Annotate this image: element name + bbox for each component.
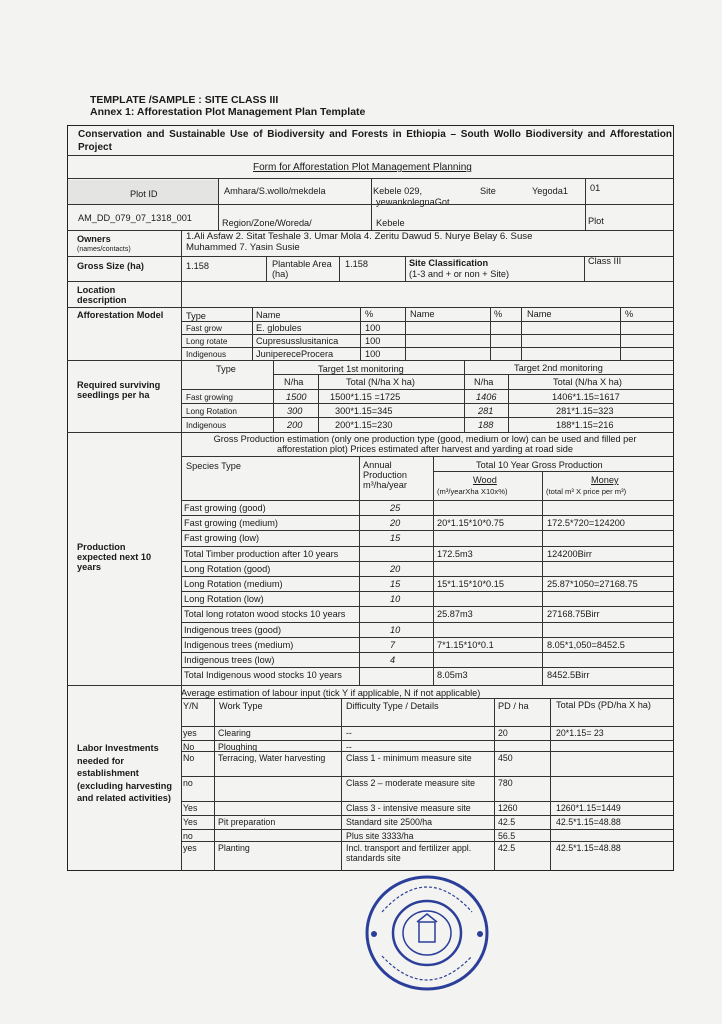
- seedling-row-t1: 1500*1.15 =1725: [330, 392, 401, 402]
- wood-unit: (m³/yearXha X10x%): [437, 487, 508, 496]
- production-row-name: Fast growing (low): [184, 533, 260, 543]
- production-row-wood: 8.05m3: [437, 670, 468, 680]
- model-row-name: Cupresusslusitanica: [256, 336, 339, 346]
- annual-production-header: Annual Production m³/ha/year: [363, 460, 407, 490]
- plot-id-label: Plot ID: [130, 189, 158, 199]
- model-row-name: JunipereceProcera: [256, 349, 334, 359]
- production-row-annual: 10: [390, 625, 401, 635]
- labor-row-pd: 20: [498, 728, 508, 738]
- seedling-row-n1: 300: [287, 406, 303, 416]
- production-label: Production expected next 10 years: [77, 542, 152, 572]
- labor-row-difficulty: Plus site 3333/ha: [346, 831, 414, 841]
- labor-header-work: Work Type: [219, 701, 263, 711]
- production-row-wood: 7*1.15*10*0.1: [437, 640, 494, 650]
- model-row-pct: 100: [365, 323, 381, 333]
- production-row-annual: 15: [390, 533, 401, 543]
- production-note: Gross Production estimation (only one production type (good, medium or low) can be used and filled per afforestation plot) Prices estimated after harvest and yarding at road side: [213, 434, 637, 454]
- form-title: Form for Afforestation Plot Management Planning: [253, 162, 472, 173]
- model-row-type: Fast grow: [186, 324, 222, 333]
- labor-row-yn: No: [183, 742, 195, 752]
- plot-id-value: AM_DD_079_07_1318_001: [78, 213, 192, 223]
- labor-row-yn: No: [183, 753, 195, 763]
- model-row-pct: 100: [365, 336, 381, 346]
- labor-row-work: Planting: [218, 843, 250, 853]
- labor-row-pd: 42.5: [498, 817, 516, 827]
- owners-line1: 1.Ali Asfaw 2. Sitat Teshale 3. Umar Mola 4. Zeritu Dawud 5. Nurye Belay 6. Suse: [186, 231, 533, 242]
- model-row-pct: 100: [365, 349, 381, 359]
- template-header: TEMPLATE /SAMPLE : SITE CLASS III: [90, 94, 279, 106]
- labor-row-pd: 1260: [498, 803, 518, 813]
- production-row-annual: 15: [390, 579, 401, 589]
- labor-row-total: 42.5*1.15=48.88: [556, 843, 621, 853]
- labor-header-difficulty: Difficulty Type / Details: [346, 701, 439, 711]
- project-title: Conservation and Sustainable Use of Biodiversity and Forests in Ethiopia – South Wollo Biodiversity and Afforestation Project: [78, 129, 672, 153]
- model-row-name: E. globules: [256, 323, 302, 333]
- nha-header-1: N/ha: [284, 377, 304, 387]
- labor-header-total: Total PDs (PD/ha X ha): [556, 700, 651, 710]
- production-row-annual: 4: [390, 655, 396, 665]
- production-row-annual: 20: [390, 564, 401, 574]
- production-row-money: 27168.75Birr: [547, 609, 600, 619]
- production-row-wood: 15*1.15*10*0.15: [437, 579, 504, 589]
- kebele-value: Kebele 029,: [373, 186, 423, 196]
- plantable-label: Plantable Area (ha): [272, 259, 332, 279]
- region-label: Region/Zone/Woreda/: [222, 218, 312, 228]
- labor-row-yn: no: [183, 778, 193, 788]
- site-class-label: Site Classification: [409, 258, 489, 268]
- labor-row-yn: yes: [183, 728, 197, 738]
- production-row-name: Fast growing (good): [184, 503, 266, 513]
- owners-label: Owners: [77, 234, 111, 244]
- labor-row-work: Pit preparation: [218, 817, 276, 827]
- labor-header-pd: PD / ha: [498, 701, 529, 711]
- production-row-annual: 25: [390, 503, 401, 513]
- model-header-type: Type: [186, 311, 206, 321]
- target1-header: Target 1st monitoring: [318, 364, 404, 374]
- nha-header-2: N/ha: [474, 377, 494, 387]
- afforestation-model-label: Afforestation Model: [77, 310, 164, 320]
- model-header-name1: Name: [256, 310, 281, 320]
- labor-row-yn: Yes: [183, 817, 198, 827]
- seedling-row-n1: 1500: [286, 392, 307, 402]
- model-header-name3: Name: [527, 309, 552, 319]
- labor-row-difficulty: Class 2 – moderate measure site: [346, 778, 476, 788]
- labor-row-pd: 42.5: [498, 843, 516, 853]
- owners-sublabel: (names/contacts): [77, 246, 131, 253]
- labor-row-work: Terracing, Water harvesting: [218, 753, 326, 763]
- seedling-row-t1: 300*1.15=345: [335, 406, 393, 416]
- labor-row-yn: no: [183, 831, 193, 841]
- owners-line2: Muhammed 7. Yasin Susie: [186, 242, 300, 253]
- production-row-name: Total Timber production after 10 years: [184, 549, 339, 559]
- production-row-wood: 172.5m3: [437, 549, 473, 559]
- gross-size-label: Gross Size (ha): [77, 261, 144, 271]
- model-row-type: Long rotate: [186, 337, 228, 346]
- production-row-money: 8.05*1,050=8452.5: [547, 640, 625, 650]
- labor-row-work: Ploughing: [218, 742, 258, 752]
- gross-size-value: 1.158: [186, 261, 209, 271]
- species-type-header: Species Type: [186, 461, 241, 471]
- money-header: Money: [591, 475, 619, 485]
- plantable-value: 1.158: [345, 259, 368, 269]
- labor-row-difficulty: --: [346, 728, 352, 738]
- seedling-row-type: Fast growing: [186, 393, 233, 402]
- site-value: Yegoda1: [532, 186, 568, 196]
- production-row-name: Fast growing (medium): [184, 518, 278, 528]
- labor-row-difficulty: --: [346, 742, 352, 752]
- seedling-row-type: Long Rotation: [186, 407, 237, 416]
- labor-label: Labor Investments needed for establishment (excluding harvesting and related activities): [77, 743, 172, 803]
- labor-row-yn: yes: [183, 843, 197, 853]
- labor-row-pd: 780: [498, 778, 513, 788]
- plot-label: Plot: [588, 216, 604, 226]
- seedling-row-n2: 1406: [476, 392, 497, 402]
- site-class-note: (1-3 and + or non + Site): [409, 269, 510, 279]
- seedling-row-type: Indigenous: [186, 421, 227, 430]
- seedling-row-t1: 200*1.15=230: [335, 420, 393, 430]
- production-row-annual: 10: [390, 594, 401, 604]
- production-row-name: Indigenous trees (low): [184, 655, 275, 665]
- labor-header-yn: Y/N: [183, 701, 199, 711]
- production-row-annual: 20: [390, 518, 401, 528]
- seedlings-type-header: Type: [216, 364, 236, 374]
- production-row-name: Long Rotation (low): [184, 594, 264, 604]
- production-row-name: Long Rotation (medium): [184, 579, 283, 589]
- total-10yr-header: Total 10 Year Gross Production: [476, 460, 603, 470]
- annex-title: Annex 1: Afforestation Plot Management Plan Template: [90, 106, 366, 118]
- production-row-money: 172.5*720=124200: [547, 518, 625, 528]
- labor-row-work: Clearing: [218, 728, 251, 738]
- model-header-pct2: %: [494, 309, 503, 319]
- production-row-name: Indigenous trees (good): [184, 625, 282, 635]
- production-row-money: 124200Birr: [547, 549, 592, 559]
- seedling-row-t2: 1406*1.15=1617: [552, 392, 620, 402]
- labor-row-yn: Yes: [183, 803, 198, 813]
- production-row-name: Total Indigenous wood stocks 10 years: [184, 670, 342, 680]
- production-row-wood: 20*1.15*10*0.75: [437, 518, 504, 528]
- seedlings-label: Required surviving seedlings per ha: [77, 380, 161, 400]
- production-row-money: 25.87*1050=27168.75: [547, 579, 638, 589]
- seedling-row-t2: 281*1.15=323: [556, 406, 614, 416]
- total-header-1: Total (N/ha X ha): [346, 377, 415, 387]
- model-row-type: Indigenous: [186, 350, 227, 359]
- model-header-pct3: %: [625, 309, 634, 319]
- site-class-value: Class III: [588, 256, 622, 266]
- production-row-wood: 25.87m3: [437, 609, 473, 619]
- model-header-pct1: %: [365, 309, 374, 319]
- location-label: Location description: [77, 285, 127, 305]
- seedling-row-n1: 200: [287, 420, 303, 430]
- labor-row-difficulty: Standard site 2500/ha: [346, 817, 433, 827]
- wood-header: Wood: [473, 475, 497, 485]
- labor-note: Average estimation of labour input (tick Y if applicable, N if not applicable): [181, 688, 481, 698]
- labor-row-pd: 450: [498, 753, 513, 763]
- total-header-2: Total (N/ha X ha): [553, 377, 622, 387]
- kebele-label: Kebele: [376, 218, 405, 228]
- kebele-name: yewankolegnaGot: [376, 197, 450, 207]
- production-row-name: Long Rotation (good): [184, 564, 271, 574]
- labor-row-total: 20*1.15= 23: [556, 728, 604, 738]
- labor-row-total: 1260*1.15=1449: [556, 803, 621, 813]
- seedling-row-n2: 188: [478, 420, 494, 430]
- target2-header: Target 2nd monitoring: [514, 363, 603, 373]
- labor-row-difficulty: Class 3 - intensive measure site: [346, 803, 471, 813]
- seedling-row-t2: 188*1.15=216: [556, 420, 614, 430]
- labor-row-difficulty: Incl. transport and fertilizer appl. standards site: [346, 843, 472, 863]
- model-header-name2: Name: [410, 309, 435, 319]
- production-row-annual: 7: [390, 640, 396, 650]
- official-seal-stamp: [362, 872, 492, 994]
- production-row-name: Indigenous trees (medium): [184, 640, 294, 650]
- seedling-row-n2: 281: [478, 406, 494, 416]
- labor-row-total: 42.5*1.15=48.88: [556, 817, 621, 827]
- site-label: Site: [480, 186, 496, 196]
- plot-value: 01: [590, 183, 601, 193]
- production-row-money: 8452.5Birr: [547, 670, 590, 680]
- labor-row-difficulty: Class 1 - minimum measure site: [346, 753, 472, 763]
- labor-row-pd: 56.5: [498, 831, 516, 841]
- production-row-name: Total long rotaton wood stocks 10 years: [184, 609, 346, 619]
- region-value: Amhara/S.wollo/mekdela: [224, 186, 326, 196]
- money-unit: (total m³ X price per m³): [546, 487, 627, 496]
